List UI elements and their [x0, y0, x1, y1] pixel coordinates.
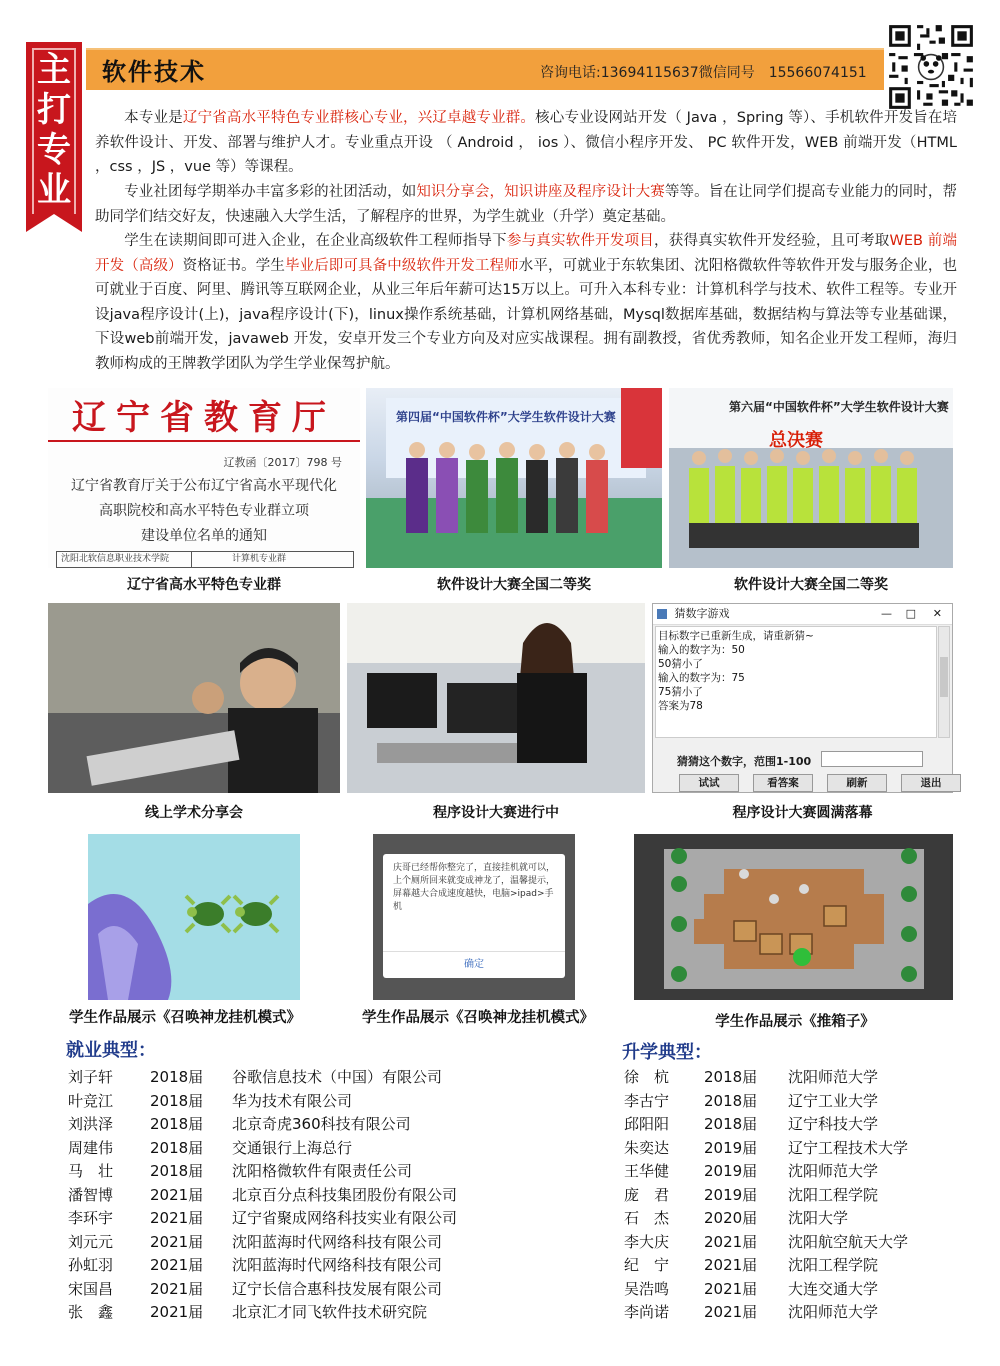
person-name: 刘元元 — [68, 1232, 114, 1251]
guess-input[interactable] — [821, 751, 923, 767]
close-icon[interactable]: ✕ — [932, 607, 942, 620]
sokoban-screenshot — [634, 834, 953, 1000]
exit-button[interactable]: 退出 — [901, 774, 961, 792]
intro-paragraph-1: 本专业是辽宁省高水平特色专业群核心专业，兴辽卓越专业群。核心专业设网站开发（ Java ，Spring 等）、手机软件开发旨在培养软件设计、开发、部署与维护人才。专业重点开设 （ Android ， ios ）、微信小程序开发、 PC 软件开发，WEB 前端开发（HTML ，css ，JS ，vue 等）等课程。 — [95, 110, 958, 175]
highlight-text: WEB 前端开发（高级） — [95, 233, 958, 274]
minimize-icon[interactable]: — — [881, 607, 892, 620]
document-image — [48, 388, 360, 568]
qr-code-icon — [886, 22, 976, 112]
graduation-year: 2018届 — [704, 1091, 758, 1110]
try-button[interactable]: 试试 — [679, 774, 739, 792]
further-study-title: 升学典型： — [622, 1042, 712, 1063]
graduation-year: 2018届 — [150, 1068, 204, 1086]
highlight-text: 参与真实软件开发项目 — [506, 233, 655, 249]
graduation-year: 2021届 — [150, 1232, 204, 1251]
graduation-year: 2021届 — [704, 1279, 758, 1298]
photo-caption: 软件设计大赛全国二等奖 — [437, 577, 591, 593]
destination: 沈阳格微软件有限责任公司 — [232, 1162, 413, 1180]
destination: 沈阳师范大学 — [788, 1303, 879, 1321]
dialog-text: 庆哥已经帮你整完了，直接挂机就可以，上个厕所回来就变成神龙了，温馨提示，屏幕越大合成速度越快，电脑>ipad>手机 — [393, 863, 556, 912]
doc-cell: 计算机专业群 — [232, 554, 287, 564]
people-photo-icon — [669, 388, 953, 568]
graduation-year: 2018届 — [150, 1138, 204, 1157]
highlight-text: 知识分享会，知识讲座及程序设计大赛 — [416, 184, 665, 200]
graduation-year: 2018届 — [704, 1068, 758, 1086]
person-name: 李环宇 — [68, 1209, 114, 1227]
person-name: 宋国昌 — [68, 1279, 114, 1298]
person-name: 李古宁 — [624, 1091, 670, 1110]
output-line: 50猜小了 — [658, 658, 703, 670]
person-at-computer-icon — [48, 603, 340, 793]
person-name: 石 杰 — [624, 1209, 670, 1227]
doc-ref: 辽教函〔2017〕798 号 — [223, 456, 342, 469]
destination: 华为技术有限公司 — [232, 1091, 353, 1110]
graduation-year: 2019届 — [704, 1185, 758, 1204]
doc-header: 辽宁省教育厅 — [72, 398, 336, 438]
dragon-and-turtles-icon — [88, 834, 300, 1000]
online-sharing-photo — [48, 603, 340, 793]
graduation-year: 2019届 — [704, 1138, 758, 1157]
destination: 沈阳工程学院 — [788, 1256, 879, 1274]
output-line: 输入的数字为：75 — [658, 672, 745, 684]
photo-caption: 程序设计大赛进行中 — [433, 805, 559, 821]
page-title: 软件技术 — [102, 58, 206, 86]
destination: 辽宁省聚成网络科技实业有限公司 — [232, 1209, 458, 1227]
dialog-ok-button[interactable]: 确定 — [383, 951, 565, 978]
game-dialog-screenshot — [373, 834, 575, 1000]
output-line: 输入的数字为：50 — [658, 644, 745, 656]
photo-caption: 学生作品展示《推箱子》 — [715, 1014, 875, 1030]
guess-number-window — [652, 603, 953, 793]
contest-photo-1 — [366, 388, 662, 568]
destination: 北京奇虎360科技有限公司 — [232, 1115, 411, 1133]
person-name: 张 鑫 — [68, 1303, 114, 1321]
employment-title: 就业典型： — [66, 1040, 156, 1061]
output-line: 75猜小了 — [658, 686, 703, 698]
contest-banner-text: 第六届“中国软件杯”大学生软件设计大赛 — [729, 400, 949, 414]
destination: 沈阳师范大学 — [788, 1068, 879, 1086]
highlight-text: 毕业后即可具备中级软件开发工程师 — [284, 257, 519, 274]
maximize-icon[interactable]: □ — [905, 607, 916, 620]
graduation-year: 2019届 — [704, 1162, 758, 1180]
person-name: 刘洪泽 — [68, 1115, 114, 1133]
photo-caption: 学生作品展示《召唤神龙挂机模式》 — [362, 1010, 594, 1026]
destination: 辽宁长信合惠科技发展有限公司 — [232, 1279, 443, 1298]
contest-photo-2 — [669, 388, 953, 568]
graduation-year: 2021届 — [704, 1232, 758, 1251]
ribbon-label: 主打专业 — [37, 50, 71, 210]
graduation-year: 2020届 — [704, 1209, 758, 1227]
contest-banner-text: 第四届“中国软件杯”大学生软件设计大赛 — [396, 410, 616, 424]
sokoban-board-icon — [634, 834, 953, 1000]
doc-line: 辽宁省教育厅关于公布辽宁省高水平现代化 — [71, 478, 337, 494]
person-name: 纪 宁 — [624, 1256, 670, 1274]
destination: 北京百分点科技集团股份有限公司 — [232, 1185, 458, 1204]
person-name: 王华健 — [624, 1162, 670, 1180]
graduation-year: 2021届 — [150, 1209, 204, 1227]
destination: 沈阳工程学院 — [788, 1185, 879, 1204]
window-title: 猜数字游戏 — [674, 607, 730, 620]
person-name: 孙虹羽 — [68, 1256, 114, 1274]
graduation-year: 2021届 — [704, 1256, 758, 1274]
person-name: 叶竞江 — [68, 1091, 114, 1110]
destination: 辽宁工业大学 — [788, 1091, 879, 1110]
app-icon — [657, 609, 667, 619]
prompt-label: 猜猜这个数字，范围1-100 — [677, 755, 812, 768]
graduation-year: 2021届 — [150, 1279, 204, 1298]
destination: 沈阳师范大学 — [788, 1162, 879, 1180]
destination: 沈阳航空航天大学 — [788, 1232, 909, 1251]
intro-paragraph-2: 专业社团每学期举办丰富多彩的社团活动，如知识分享会，知识讲座及程序设计大赛等等。旨在让同学们提高专业能力的同时，帮助同学们结交好友，快速融入大学生活，了解程序的世界，为学生就业（升学）奠定基础。 — [95, 184, 958, 225]
doc-line: 建设单位名单的通知 — [141, 528, 267, 544]
destination: 沈阳蓝海时代网络科技有限公司 — [232, 1256, 443, 1274]
destination: 大连交通大学 — [788, 1279, 879, 1298]
person-name: 马 壮 — [68, 1162, 114, 1180]
doc-cell: 沈阳北软信息职业技术学院 — [57, 552, 192, 567]
graduation-year: 2021届 — [150, 1185, 204, 1204]
destination: 北京汇才同飞软件技术研究院 — [232, 1303, 428, 1321]
destination: 谷歌信息技术（中国）有限公司 — [232, 1068, 443, 1086]
contest-final-text: 总决赛 — [769, 430, 823, 451]
person-name: 吴浩鸣 — [624, 1279, 670, 1298]
output-line: 目标数字已重新生成，请重新猜~ — [658, 630, 814, 642]
destination: 沈阳蓝海时代网络科技有限公司 — [232, 1232, 443, 1251]
graduation-year: 2018届 — [150, 1115, 204, 1133]
output-text-area — [655, 626, 937, 738]
destination: 辽宁科技大学 — [788, 1115, 879, 1133]
graduation-year: 2018届 — [150, 1091, 204, 1110]
person-name: 李尚诺 — [624, 1303, 670, 1321]
destination: 沈阳大学 — [788, 1209, 849, 1227]
graduation-year: 2021届 — [150, 1303, 204, 1321]
person-name: 周建伟 — [68, 1138, 114, 1157]
person-name: 邱阳阳 — [624, 1115, 670, 1133]
photo-caption: 线上学术分享会 — [145, 805, 243, 821]
contest-progress-photo — [347, 603, 645, 793]
person-name: 李大庆 — [624, 1232, 670, 1251]
person-name: 庞 君 — [624, 1185, 670, 1204]
destination: 交通银行上海总行 — [232, 1138, 353, 1157]
intro-paragraph-3: 学生在读期间即可进入企业，在企业高级软件工程师指导下参与真实软件开发项目，获得真实软件开发经验，且可考取WEB 前端开发（高级）资格证书。学生毕业后即可具备中级软件开发工程师水平，可就业于东软集团、沈阳格微软件等软件开发与服务企业，也可就业于百度、阿里、腾讯等互联网企业，从业三年后年薪可达15万以上。可升入本科专业：计算机科学与技术、软件工程等。专业开设java程序设计(上)，java程序设计(下)，linux操作系统基础，计算机网络基础，Mysql数据库基础，数据结构与算法等专业基础课，下设web前端开发，javaweb 开发，安卓开发三个专业方向及对应实战课程。拥有副教授，省优秀教师，知名企业开发工程师，海归教师构成的王牌教学团队为学生学业保驾护航。 — [95, 233, 958, 372]
photo-caption: 学生作品展示《召唤神龙挂机模式》 — [69, 1010, 301, 1026]
photo-caption: 辽宁省高水平特色专业群 — [127, 577, 281, 593]
person-name: 刘子轩 — [68, 1068, 114, 1086]
person-name: 朱奕达 — [624, 1138, 670, 1157]
graduation-year: 2021届 — [150, 1256, 204, 1274]
scrollbar[interactable] — [938, 626, 950, 738]
ribbon-banner — [26, 42, 82, 214]
graduation-year: 2018届 — [150, 1162, 204, 1180]
destination: 辽宁工程技术大学 — [788, 1138, 909, 1157]
game-dragon-screenshot — [88, 834, 300, 1000]
graduation-year: 2018届 — [704, 1115, 758, 1133]
person-name: 潘智博 — [68, 1185, 114, 1204]
show-answer-button[interactable]: 看答案 — [753, 774, 813, 792]
contact-info: 咨询电话:13694115637微信同号 15566074151 — [540, 65, 867, 81]
person-at-computer-icon — [347, 603, 645, 793]
doc-line: 高职院校和高水平特色专业群立项 — [99, 503, 309, 519]
output-line: 答案为78 — [658, 700, 703, 712]
highlight-text: 辽宁省高水平特色专业群核心专业，兴辽卓越专业群。 — [182, 110, 536, 126]
photo-caption: 软件设计大赛全国二等奖 — [734, 577, 888, 593]
photo-caption: 程序设计大赛圆满落幕 — [732, 805, 873, 821]
person-name: 徐 杭 — [624, 1068, 670, 1086]
graduation-year: 2021届 — [704, 1303, 758, 1321]
refresh-button[interactable]: 刷新 — [827, 774, 887, 792]
